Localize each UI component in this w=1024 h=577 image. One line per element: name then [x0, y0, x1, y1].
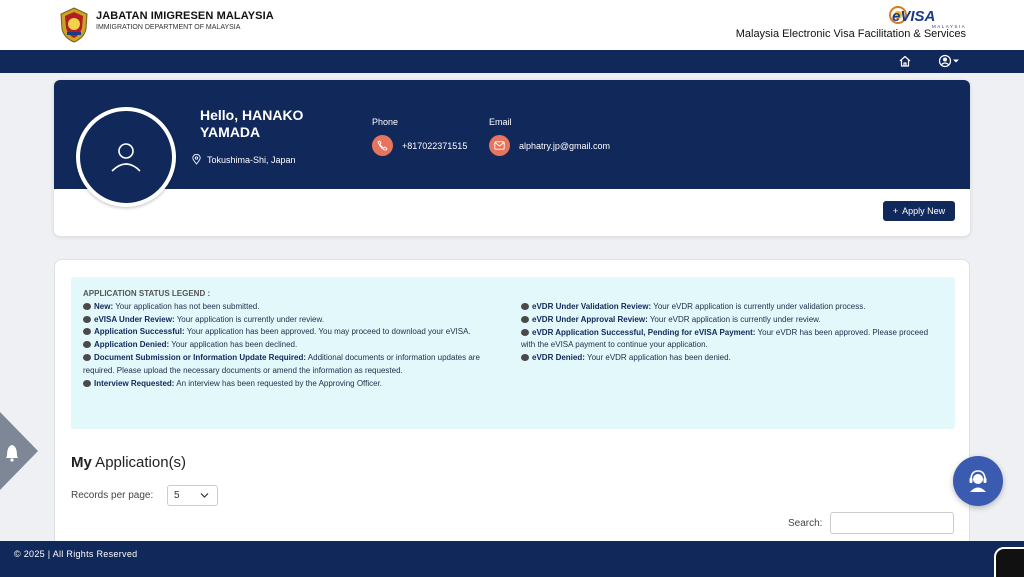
user-circle-icon[interactable] — [938, 54, 962, 68]
legend-item: Document Submission or Information Update Required: Additional documents or information updates are required. Please upload the necessary documents or amend the information as requested. — [83, 352, 480, 375]
legend-item: New: Your application has not been submitted. — [83, 301, 495, 314]
chevron-down-icon — [953, 60, 959, 63]
my-applications-title: My Application(s) — [71, 454, 187, 471]
notification-tab[interactable] — [0, 412, 40, 490]
avatar — [76, 107, 176, 207]
profile-card — [54, 80, 970, 236]
top-header — [0, 0, 1024, 50]
support-chat-button[interactable] — [953, 456, 1003, 506]
legend-title: APPLICATION STATUS LEGEND : — [83, 289, 211, 298]
search-label: Search: — [788, 518, 823, 529]
footer — [0, 541, 1024, 577]
status-icon — [521, 316, 529, 323]
brand-subtitle: Malaysia Electronic Visa Facilitation & Services — [735, 28, 966, 40]
legend-item: Interview Requested: An interview has been requested by the Approving Officer. — [83, 378, 495, 391]
status-icon — [521, 329, 529, 336]
status-icon — [521, 354, 529, 361]
status-icon — [83, 380, 91, 387]
legend-item: eVDR Application Successful, Pending for eVISA Payment: Your eVDR has been approved. Please proceed with the eVISA payment to continue your application. — [521, 327, 929, 350]
home-icon[interactable] — [898, 54, 912, 68]
status-icon — [83, 328, 91, 335]
legend-item: Application Denied: Your application has been declined. — [83, 339, 495, 352]
legend-item: eVISA Under Review: Your application is currently under review. — [83, 314, 495, 327]
chevron-down-icon — [200, 492, 209, 499]
map-pin-icon — [192, 154, 201, 165]
phone-value: +817022371515 — [402, 141, 468, 151]
legend-item: eVDR Under Validation Review: Your eVDR application is currently under validation process. — [521, 301, 941, 314]
records-per-page-label: Records per page: — [71, 490, 154, 501]
phone-icon — [372, 135, 393, 156]
records-per-page-select[interactable] — [167, 485, 218, 506]
headset-agent-icon — [965, 468, 991, 494]
department-subtitle: IMMIGRATION DEPARTMENT OF MALAYSIA — [96, 24, 241, 31]
status-icon — [83, 354, 91, 361]
legend-item: eVDR Denied: Your eVDR application has been denied. — [521, 352, 941, 365]
status-icon — [83, 341, 91, 348]
phone-label: Phone — [372, 117, 399, 127]
records-per-page-value: 5 — [174, 490, 180, 501]
search-input[interactable] — [830, 512, 954, 534]
profile-banner — [54, 80, 970, 189]
nav-bar — [0, 50, 1024, 73]
apply-new-button[interactable] — [883, 201, 955, 221]
location-text: Tokushima-Shi, Japan — [207, 154, 296, 165]
email-icon — [489, 135, 510, 156]
copyright-text: © 2025 | All Rights Reserved — [14, 549, 138, 559]
legend-item: Application Successful: Your application has been approved. You may proceed to download your eVISA. — [83, 326, 495, 339]
email-label: Email — [489, 117, 512, 127]
apply-new-label: Apply New — [902, 206, 946, 216]
email-value[interactable]: alphatry.jp@gmail.com — [519, 141, 611, 151]
department-title: JABATAN IMIGRESEN MALAYSIA — [96, 10, 274, 22]
evisa-logo-country: MALAYSIA — [932, 24, 966, 29]
immigration-crest-logo[interactable] — [58, 7, 90, 43]
department-name — [96, 10, 274, 31]
status-icon — [83, 303, 91, 310]
plus-icon: + — [892, 206, 899, 216]
legend-left-column — [83, 288, 495, 390]
profile-location — [192, 154, 296, 165]
user-avatar-icon — [108, 139, 144, 175]
status-icon — [83, 316, 91, 323]
profile-greeting: Hello, HANAKO YAMADA — [200, 107, 304, 140]
corner-widget[interactable] — [994, 547, 1024, 577]
status-legend — [71, 277, 955, 429]
applications-card — [54, 259, 970, 559]
legend-right-column — [521, 301, 941, 365]
legend-item: eVDR Under Approval Review: Your eVDR application is currently under review. — [521, 314, 941, 327]
status-icon — [521, 303, 529, 310]
evisa-logo-e: eVISA — [892, 8, 936, 25]
evisa-logo[interactable] — [888, 4, 966, 30]
